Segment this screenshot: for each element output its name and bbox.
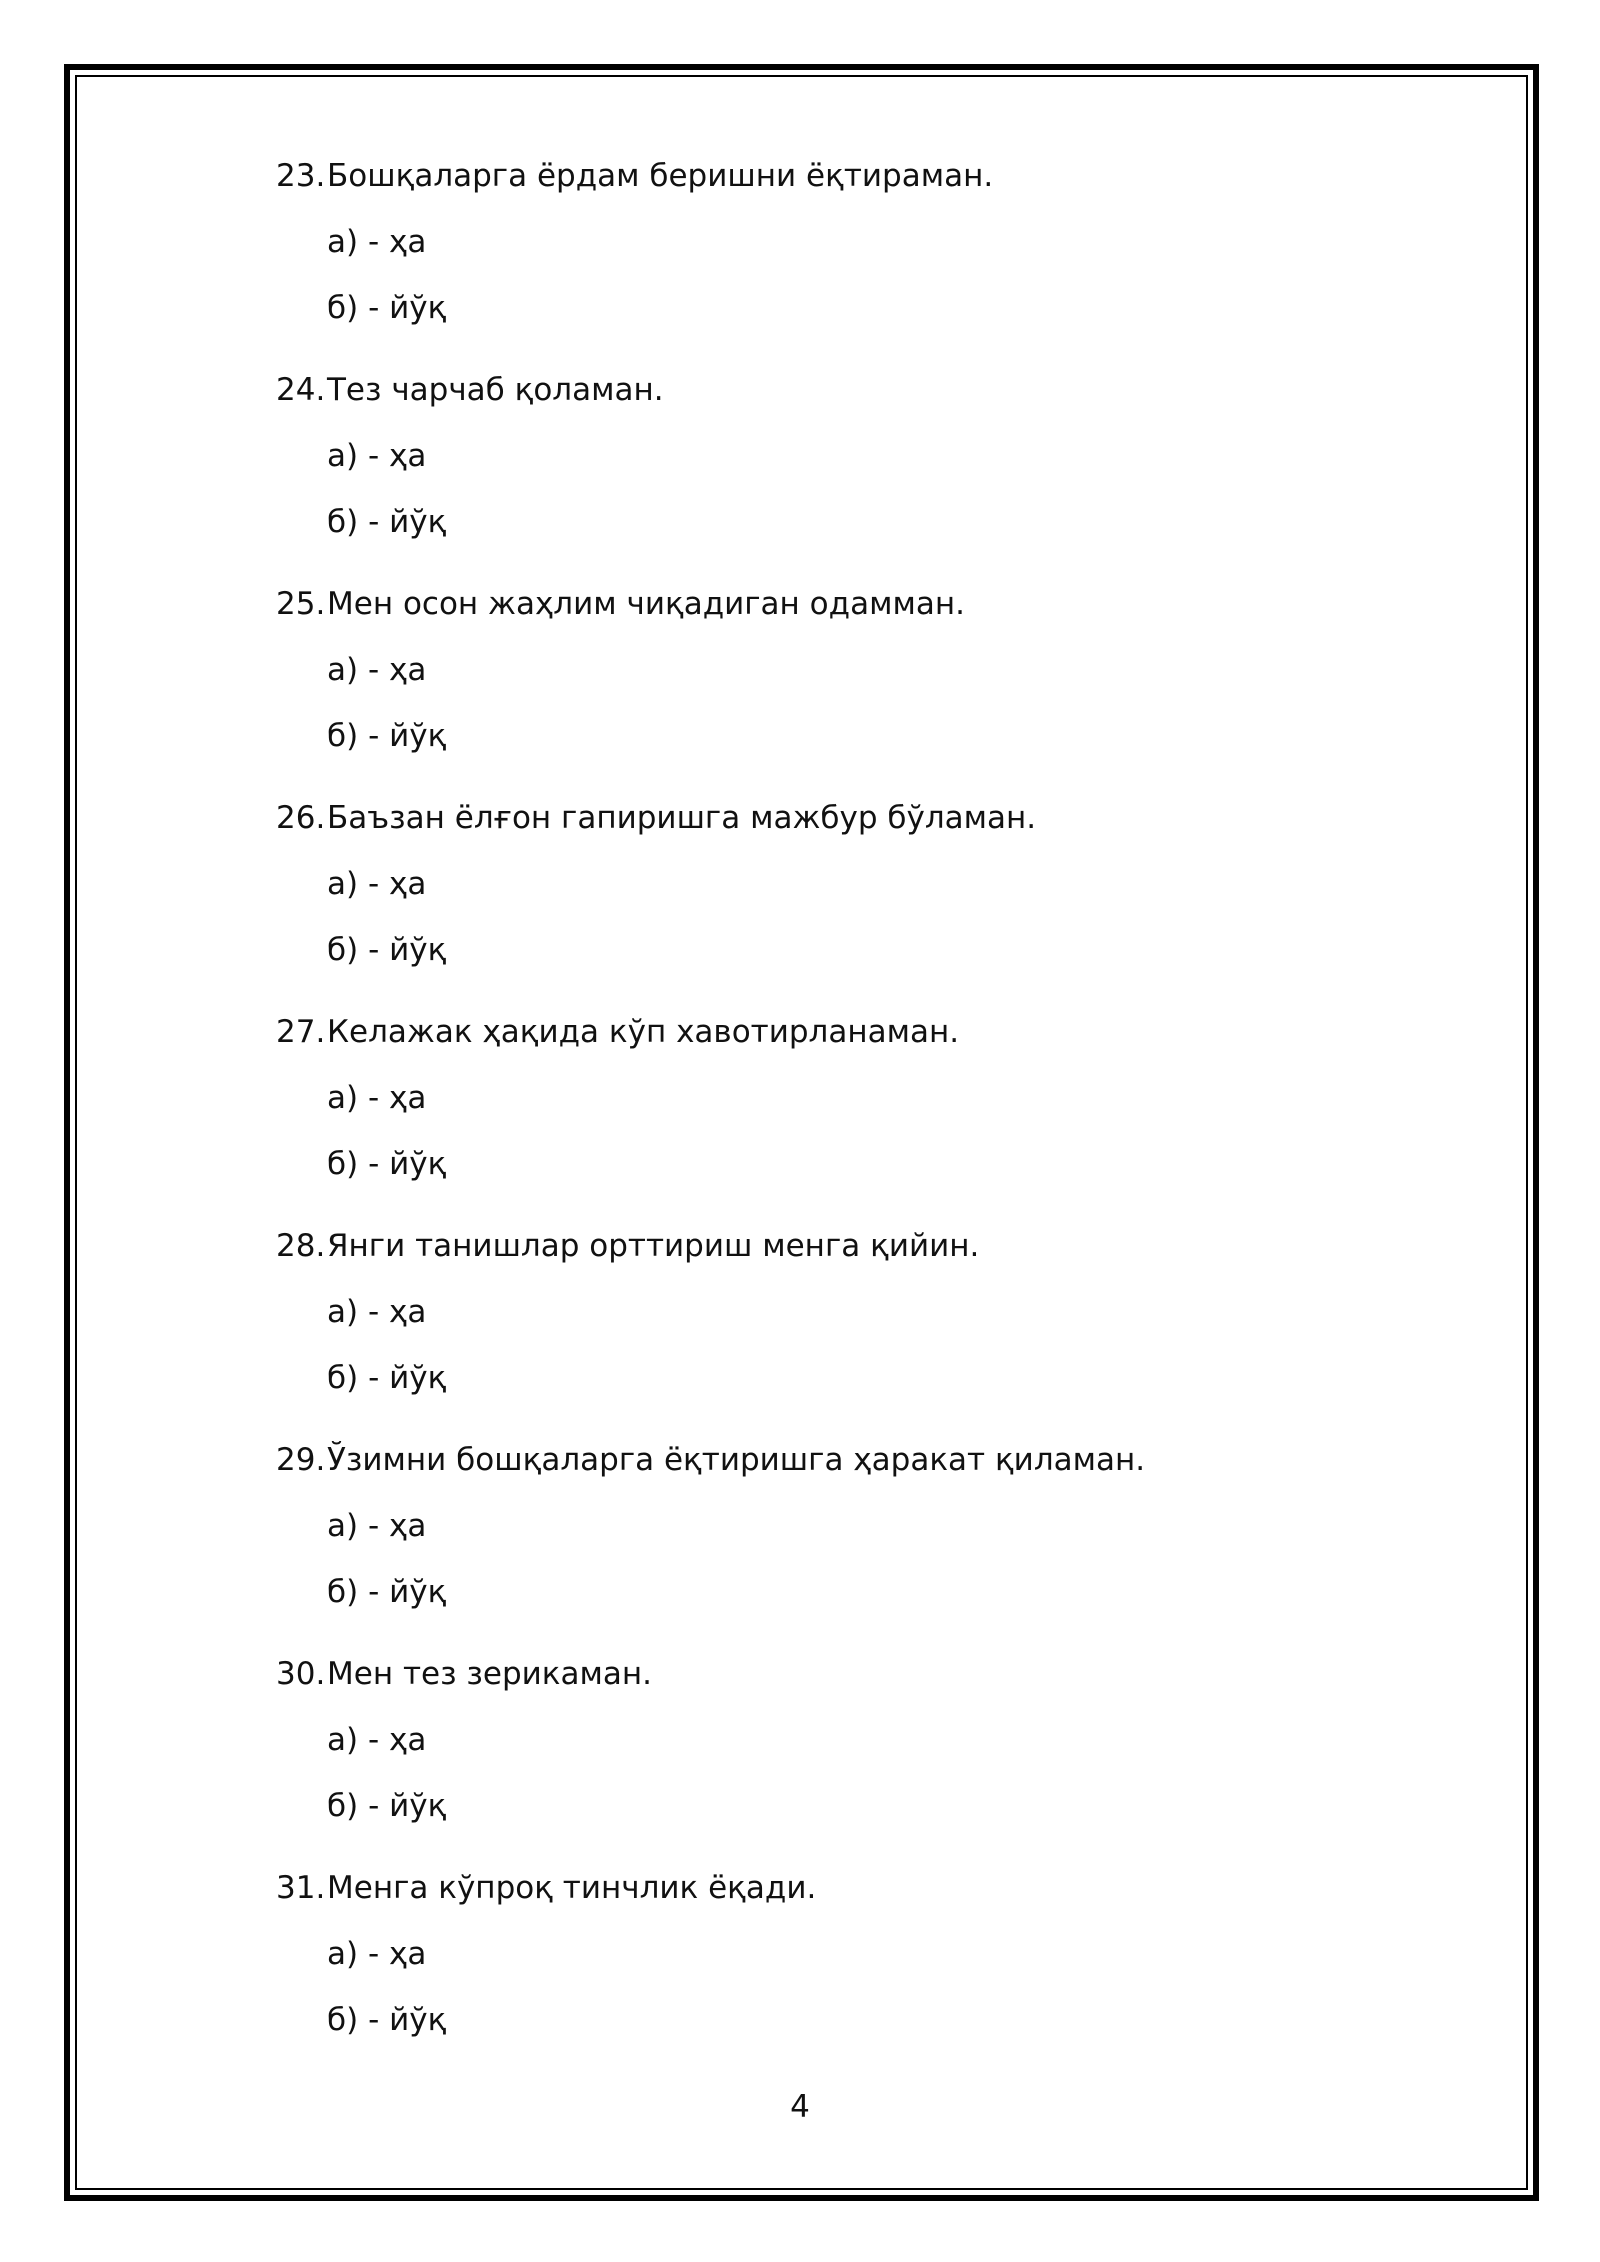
question-24 [276, 364, 1376, 578]
question-number: 23. [276, 158, 326, 194]
option-a: а) - ҳа [327, 1294, 427, 1330]
option-b: б) - йўқ [327, 1360, 447, 1396]
option-a: а) - ҳа [327, 1508, 427, 1544]
question-line [276, 1862, 1376, 1914]
option-a: а) - ҳа [327, 1936, 427, 1972]
question-text: Менга кўпроқ тинчлик ёқади. [327, 1870, 817, 1906]
question-27 [276, 1006, 1376, 1220]
question-text: Мен тез зерикаман. [327, 1656, 653, 1692]
option-a: а) - ҳа [327, 866, 427, 902]
option-b: б) - йўқ [327, 932, 447, 968]
option-b: б) - йўқ [327, 1146, 447, 1182]
option-a: а) - ҳа [327, 1722, 427, 1758]
question-number: 25. [276, 586, 326, 622]
question-31 [276, 1862, 1376, 2076]
option-b: б) - йўқ [327, 290, 447, 326]
question-line [276, 1006, 1376, 1058]
question-23 [276, 150, 1376, 364]
option-a: а) - ҳа [327, 652, 427, 688]
questionnaire [276, 150, 1376, 2076]
question-number: 28. [276, 1228, 326, 1264]
question-29 [276, 1434, 1376, 1648]
question-line [276, 578, 1376, 630]
question-number: 27. [276, 1014, 326, 1050]
question-number: 29. [276, 1442, 326, 1478]
page-number: 4 [790, 2089, 810, 2125]
option-b: б) - йўқ [327, 718, 447, 754]
question-26 [276, 792, 1376, 1006]
question-text: Баъзан ёлғон гапиришга мажбур бўламан. [327, 800, 1037, 836]
question-25 [276, 578, 1376, 792]
question-number: 31. [276, 1870, 326, 1906]
option-a: а) - ҳа [327, 1080, 427, 1116]
question-line [276, 1648, 1376, 1700]
question-number: 24. [276, 372, 326, 408]
question-text: Ўзимни бошқаларга ёқтиришга ҳаракат қиламан. [327, 1442, 1146, 1478]
option-a: а) - ҳа [327, 224, 427, 260]
option-b: б) - йўқ [327, 1788, 447, 1824]
question-28 [276, 1220, 1376, 1434]
question-line [276, 150, 1376, 202]
question-text: Тез чарчаб қоламан. [327, 372, 664, 408]
question-line [276, 792, 1376, 844]
question-text: Мен осон жаҳлим чиқадиган одамман. [327, 586, 965, 622]
option-b: б) - йўқ [327, 1574, 447, 1610]
option-b: б) - йўқ [327, 2002, 447, 2038]
question-text: Бошқаларга ёрдам беришни ёқтираман. [327, 158, 994, 194]
question-text: Янги танишлар орттириш менга қийин. [327, 1228, 980, 1264]
option-a: а) - ҳа [327, 438, 427, 474]
question-line [276, 1220, 1376, 1272]
option-b: б) - йўқ [327, 504, 447, 540]
question-number: 30. [276, 1656, 326, 1692]
question-line [276, 364, 1376, 416]
question-line [276, 1434, 1376, 1486]
question-30 [276, 1648, 1376, 1862]
question-number: 26. [276, 800, 326, 836]
question-text: Келажак ҳақида кўп хавотирланаман. [327, 1014, 960, 1050]
